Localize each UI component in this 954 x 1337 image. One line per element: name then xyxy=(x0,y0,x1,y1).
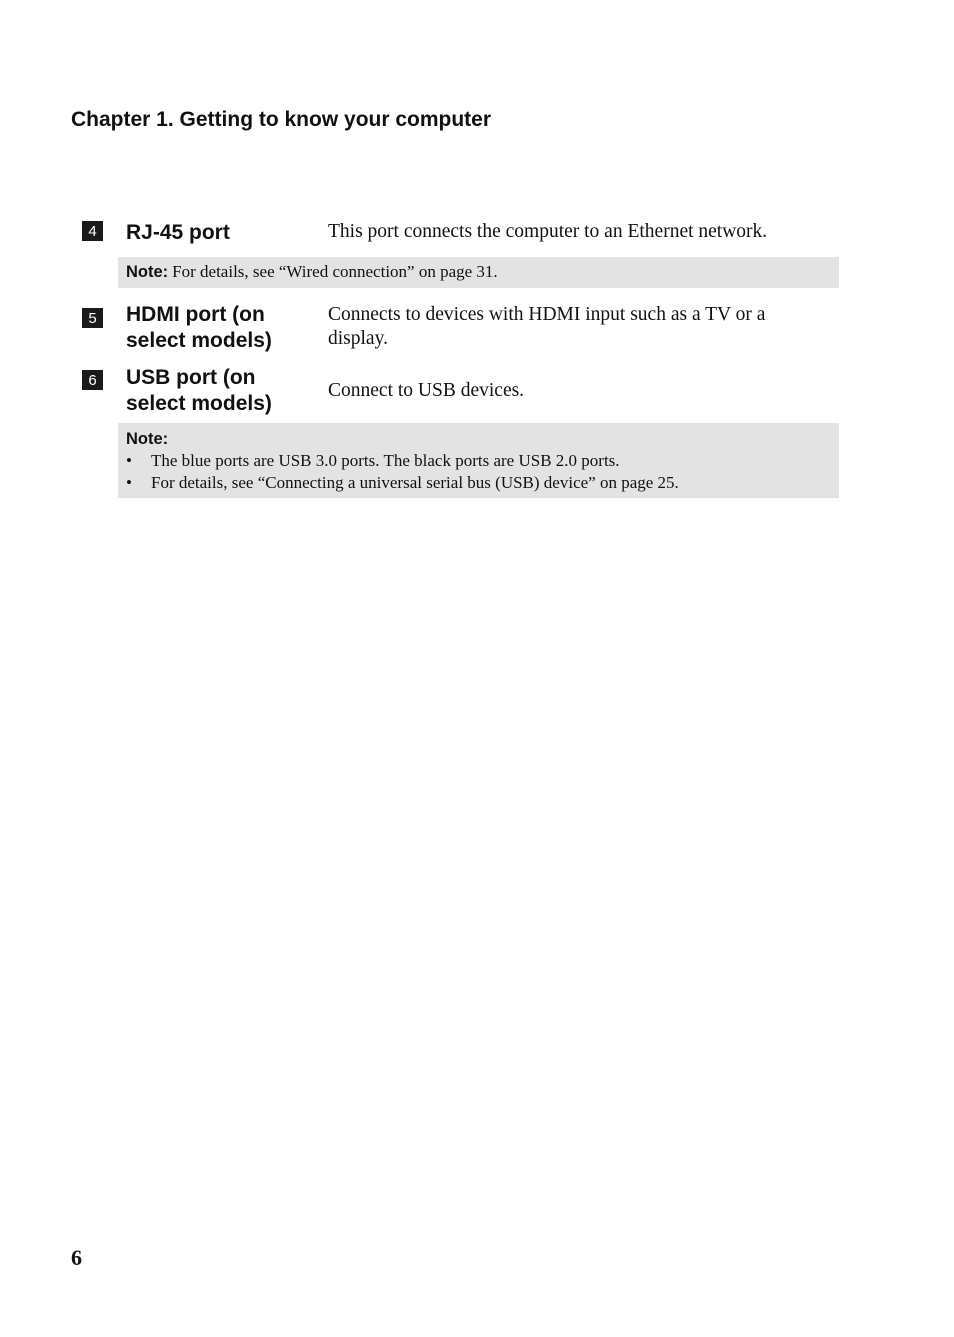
bullet-icon: • xyxy=(126,473,132,492)
note-bullet-text: For details, see “Connecting a universal serial bus (USB) device” on page 25. xyxy=(151,473,679,492)
port-description: Connect to USB devices. xyxy=(328,380,525,401)
item-number-badge: 4 xyxy=(82,221,103,241)
port-term: HDMI port (on select models) xyxy=(126,303,272,352)
port-description: This port connects the computer to an Ethernet network. xyxy=(328,221,768,242)
note-bullet-item xyxy=(126,472,679,494)
port-description: Connects to devices with HDMI input such as a TV or a display. xyxy=(328,304,766,349)
note-bullet-list xyxy=(126,450,679,494)
note-box-usb xyxy=(118,423,839,498)
note-text: For details, see “Wired connection” on page 31. xyxy=(172,262,498,281)
note-label: Note: xyxy=(126,430,169,448)
chapter-title: Chapter 1. Getting to know your computer xyxy=(71,108,492,131)
item-number-badge: 5 xyxy=(82,308,103,328)
note-label: Note: xyxy=(126,263,169,281)
note-bullet-item xyxy=(126,450,679,472)
port-term: USB port (on select models) xyxy=(126,366,272,415)
page-number: 6 xyxy=(71,1245,82,1270)
port-term: RJ-45 port xyxy=(126,221,230,244)
note-bullet-text: The blue ports are USB 3.0 ports. The black ports are USB 2.0 ports. xyxy=(151,451,620,470)
note-box-rj45 xyxy=(118,257,839,288)
bullet-icon: • xyxy=(126,451,132,470)
item-number-badge: 6 xyxy=(82,370,103,390)
